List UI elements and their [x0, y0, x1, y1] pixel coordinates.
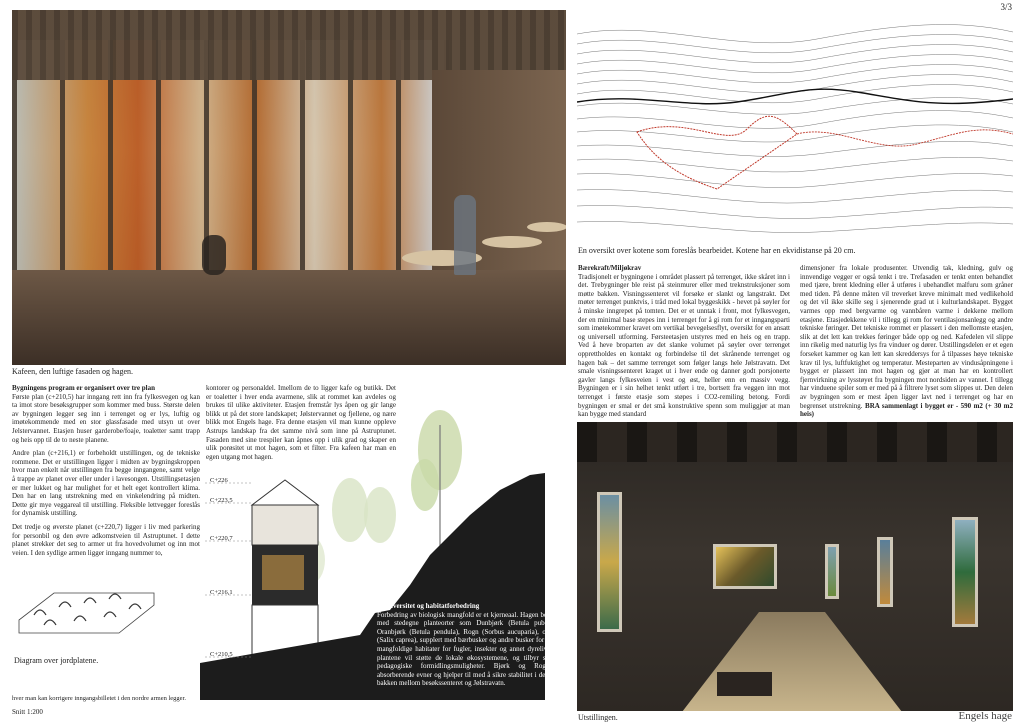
level-label: C+226 [210, 477, 228, 484]
sustainability-text-1: Tradisjonelt er bygningene i området plassert på terrenget, ikke skåret inn i det. Trebygninger ble reist på steinmurer eller med treknstruksjoner som møtte bakken. Visningssenteret vil forsøke er slankt og langstrakt. Det møter terrenget punktvis, i tråd med lokal byggeskikk - hevet på søyler for å minske inngrepet på tomten. Det er et unntak i front, mot fylkesvegen, der en minimal base stepes inn i terrenget for å gi rom for et inngangsparti som imøtekommer kravet om vertikal bevegelsesflyt, oversikt for en ansatt og universell utforming. Førsteetasjen utstyres med en heis og en trapp. Ved å heve broparten av det slanke volumet på søyler over terrenget opprettholdes en kontakt og forbindelse til det skrånende terrenget og hagen bak – det samme terrenget som følger langs hele Jølstravatn. Det smale visningssenteret kraget ut i hver ende og danner godt porsjonerte gavler langs fylkesveien i vest og øst, heller enn en massiv vegg. Bygningen er i sin helhet tenkt utført i tre, bortsett fra veggen inn mot terrenget i første etasje som støpes i CO2-remiling betong. Fordi bygningen er smal er det små konstruktive spenn som muliggjør at man kan bygge med standard [578, 272, 790, 419]
biodiversity-body: Forbedring av biologisk mangfold er et kjerneaal. Hagen beplantes med stedegne planteorter som Dunbjørk (Betula pubescens), Oranbjørk (Betula pendula), Rogn (Sorbus aucuparia), og Selje (Salix caprea), supplert med bærbusker og andre busker for å skape mangfoldige habitater for fugler, insekter og annet dyreliv. Disse plantene vil støtte de lokale økosystemene, og tilbyr samtidig pedagogiske formidlingsmuligheter. Bjørk og Rogn har absorberende evner og hjelper til med å sikre stabilitet i den bratte bakken mellom besøkssenteret og Jølstravatn. [377, 610, 567, 688]
diagram-caption: Diagram over jordplatene. [14, 656, 99, 665]
gallery-painting [952, 517, 978, 627]
sustainability-text-2: dimensjoner fra lokale produsenter. Utvendig tak, kledning, gulv og innvendige vegger er også tenkt i tre. Trefasaden er tenkt enten behandlet med tjære, brent kledning eller å utføres i ubehandlet malfuru som gråner med tiden. På denne måten vil treverket kreve minimalt med vedlikehold og det vil ikke skille seg i sjenerende grad ut i kulturlandskapet. Bygget varmes opp med bergvarme og vannbåren varme i dekkene mellom etasjene. Etasjedekkene vil i tillegg gi rom for ventilasjonsanlegg og andre tekniske føringer. Det tekniske rommet er plassert i den mellomste etasjen, slik at det lett kan trekkes føringer både opp og ned. Kafedelen vil slippe inn rikelig med naturlig lys fra vinduer og dører. Utstillingsdelen er et egen forseket kammer og kan lett kan skreddersys for å tilpasses høye tekniske krav til lys, luftfuktighet og temperatur. Mesteparten av vindusåpningene i bygget er plassert inn mot hagen og gjør at man har en kontrollert fjernvirkning av lysstøyet fra bygningen mot nordsiden av vannet. I tillegg har vinduene spiler som er med på å filtrere lyset som slippes ut. Den delen av bygningen som er mest åpen ligger lavt ned i terrenget og har en begrenset utstrekning. [800, 264, 1013, 410]
cafe-render-image [12, 10, 566, 365]
brand-name: Engels hage [958, 710, 1012, 722]
level-label: C+220,7 [210, 535, 233, 542]
gallery-painting [713, 544, 777, 589]
program-footer: hver man kan korrigere inngangsbilletet i den nordre armen legger. [12, 695, 186, 702]
gallery-floor [682, 612, 902, 711]
gallery-painting [825, 544, 839, 599]
program-text [12, 384, 200, 562]
contour-map [577, 14, 1013, 244]
contour-caption: En oversikt over kotene som foreslås bearbeidet. Kotene har en ekvidistanse på 20 cm. [578, 246, 856, 255]
level-label: C+223,5 [210, 497, 233, 504]
program-text-continued: kontorer og personaldel. Imellom de to ligger kafe og butikk. Det er toaletter i hver enda avarmene, slik at rommet kan avdeles og brukes til ulike aktiviteter. Etasjen fremstår lys åpen og gir lange blikk ut på det store landskapet; Jølstervannet og fjellene, og nære blikk mot Engels hage. Fra denne etasjen vil man kunne oppleve Astrups landskap fra det samme nivå som inne på Astruptunet. Fasaden med sine trespiler kan åpnes opp i ulik grad og skaper en ulik porøsitet ut mot hagen, som et filter. Fra kafeen har man en egen utgang mot hagen. [206, 384, 396, 461]
section-caption: Snitt 1:200 [12, 708, 43, 716]
level-label: C+210,5 [210, 651, 233, 658]
exhibition-caption: Utstillingen. [578, 713, 618, 722]
soil-plates-diagram [14, 575, 164, 637]
gallery-painting [597, 492, 622, 632]
first-plan-text: Første plan (c+210,5) har inngang rett inn fra fylkesvegen og kan ta imot store besøksgrupper som kommer med buss. Største delen av bygningen legger seg inn i terrenget og er lys, luftig og imøtekommende med en stor glassfasade med utsyn ut over Jelstervannet. Etasjen huser garderobe/foaje, toaletter samt trapp og heis opp til de to neste planene. [12, 392, 200, 444]
gallery-painting [877, 537, 893, 607]
visitor-figure [454, 195, 476, 275]
biodiversity-heading: Biodiversitet og habitatforbedring [377, 602, 480, 610]
third-plan-text: Det tredje og øverste planet (c+220,7) ligger i liv med parkering for personbil og den øvre adkomstveien til Astruptunet. I dette planet strekker det seg to armer ut fra hovedvolumet og inn mot veien. I den sydlige armen ligger inngang nummer to, [12, 522, 200, 557]
sustainability-heading: Bærekraft/Miljøkrav [578, 264, 642, 272]
gallery-ceiling [577, 422, 1013, 462]
seated-figure [202, 235, 226, 275]
sustainability-col1 [578, 264, 790, 419]
second-plan-text: Andre plan (c+216,1) er forbeholdt utstillingen, og de tekniske rommene. Det er utstillingen ligger i midten av bygningskroppen hvor man enkelt når utstillingen fra begge inngangene, samt velge å trappe av planet over eller under i lavesongen. Utstillingsetasjen er mer lukket og har mulighet for et helt eget kontrollert klima. Den har en lang utstrekning med en vinkelendring på midten. Dette gir mye veggareal til utstilling. Fleksible lettvegger foreslås for dynamisk utstilling. [12, 449, 200, 518]
cafe-caption: Kafeen, den luftige fasaden og hagen. [12, 367, 134, 376]
level-label: C+216,1 [210, 589, 233, 596]
terrace-floor [12, 270, 566, 365]
gallery-bench [717, 672, 772, 696]
exhibition-render-image [577, 422, 1013, 711]
sustainability-col2 [800, 264, 1013, 419]
biodiversity-text [377, 602, 567, 688]
page-number: 3/3 [1000, 2, 1012, 12]
cafe-table [527, 222, 566, 232]
area-summary: BRA sammenlagt i bygget er - 590 m2 (+ 30 m2 heis) [800, 401, 1014, 419]
program-heading: Bygningens program er organisert over tre plan [12, 384, 155, 392]
cafe-table [482, 236, 542, 248]
